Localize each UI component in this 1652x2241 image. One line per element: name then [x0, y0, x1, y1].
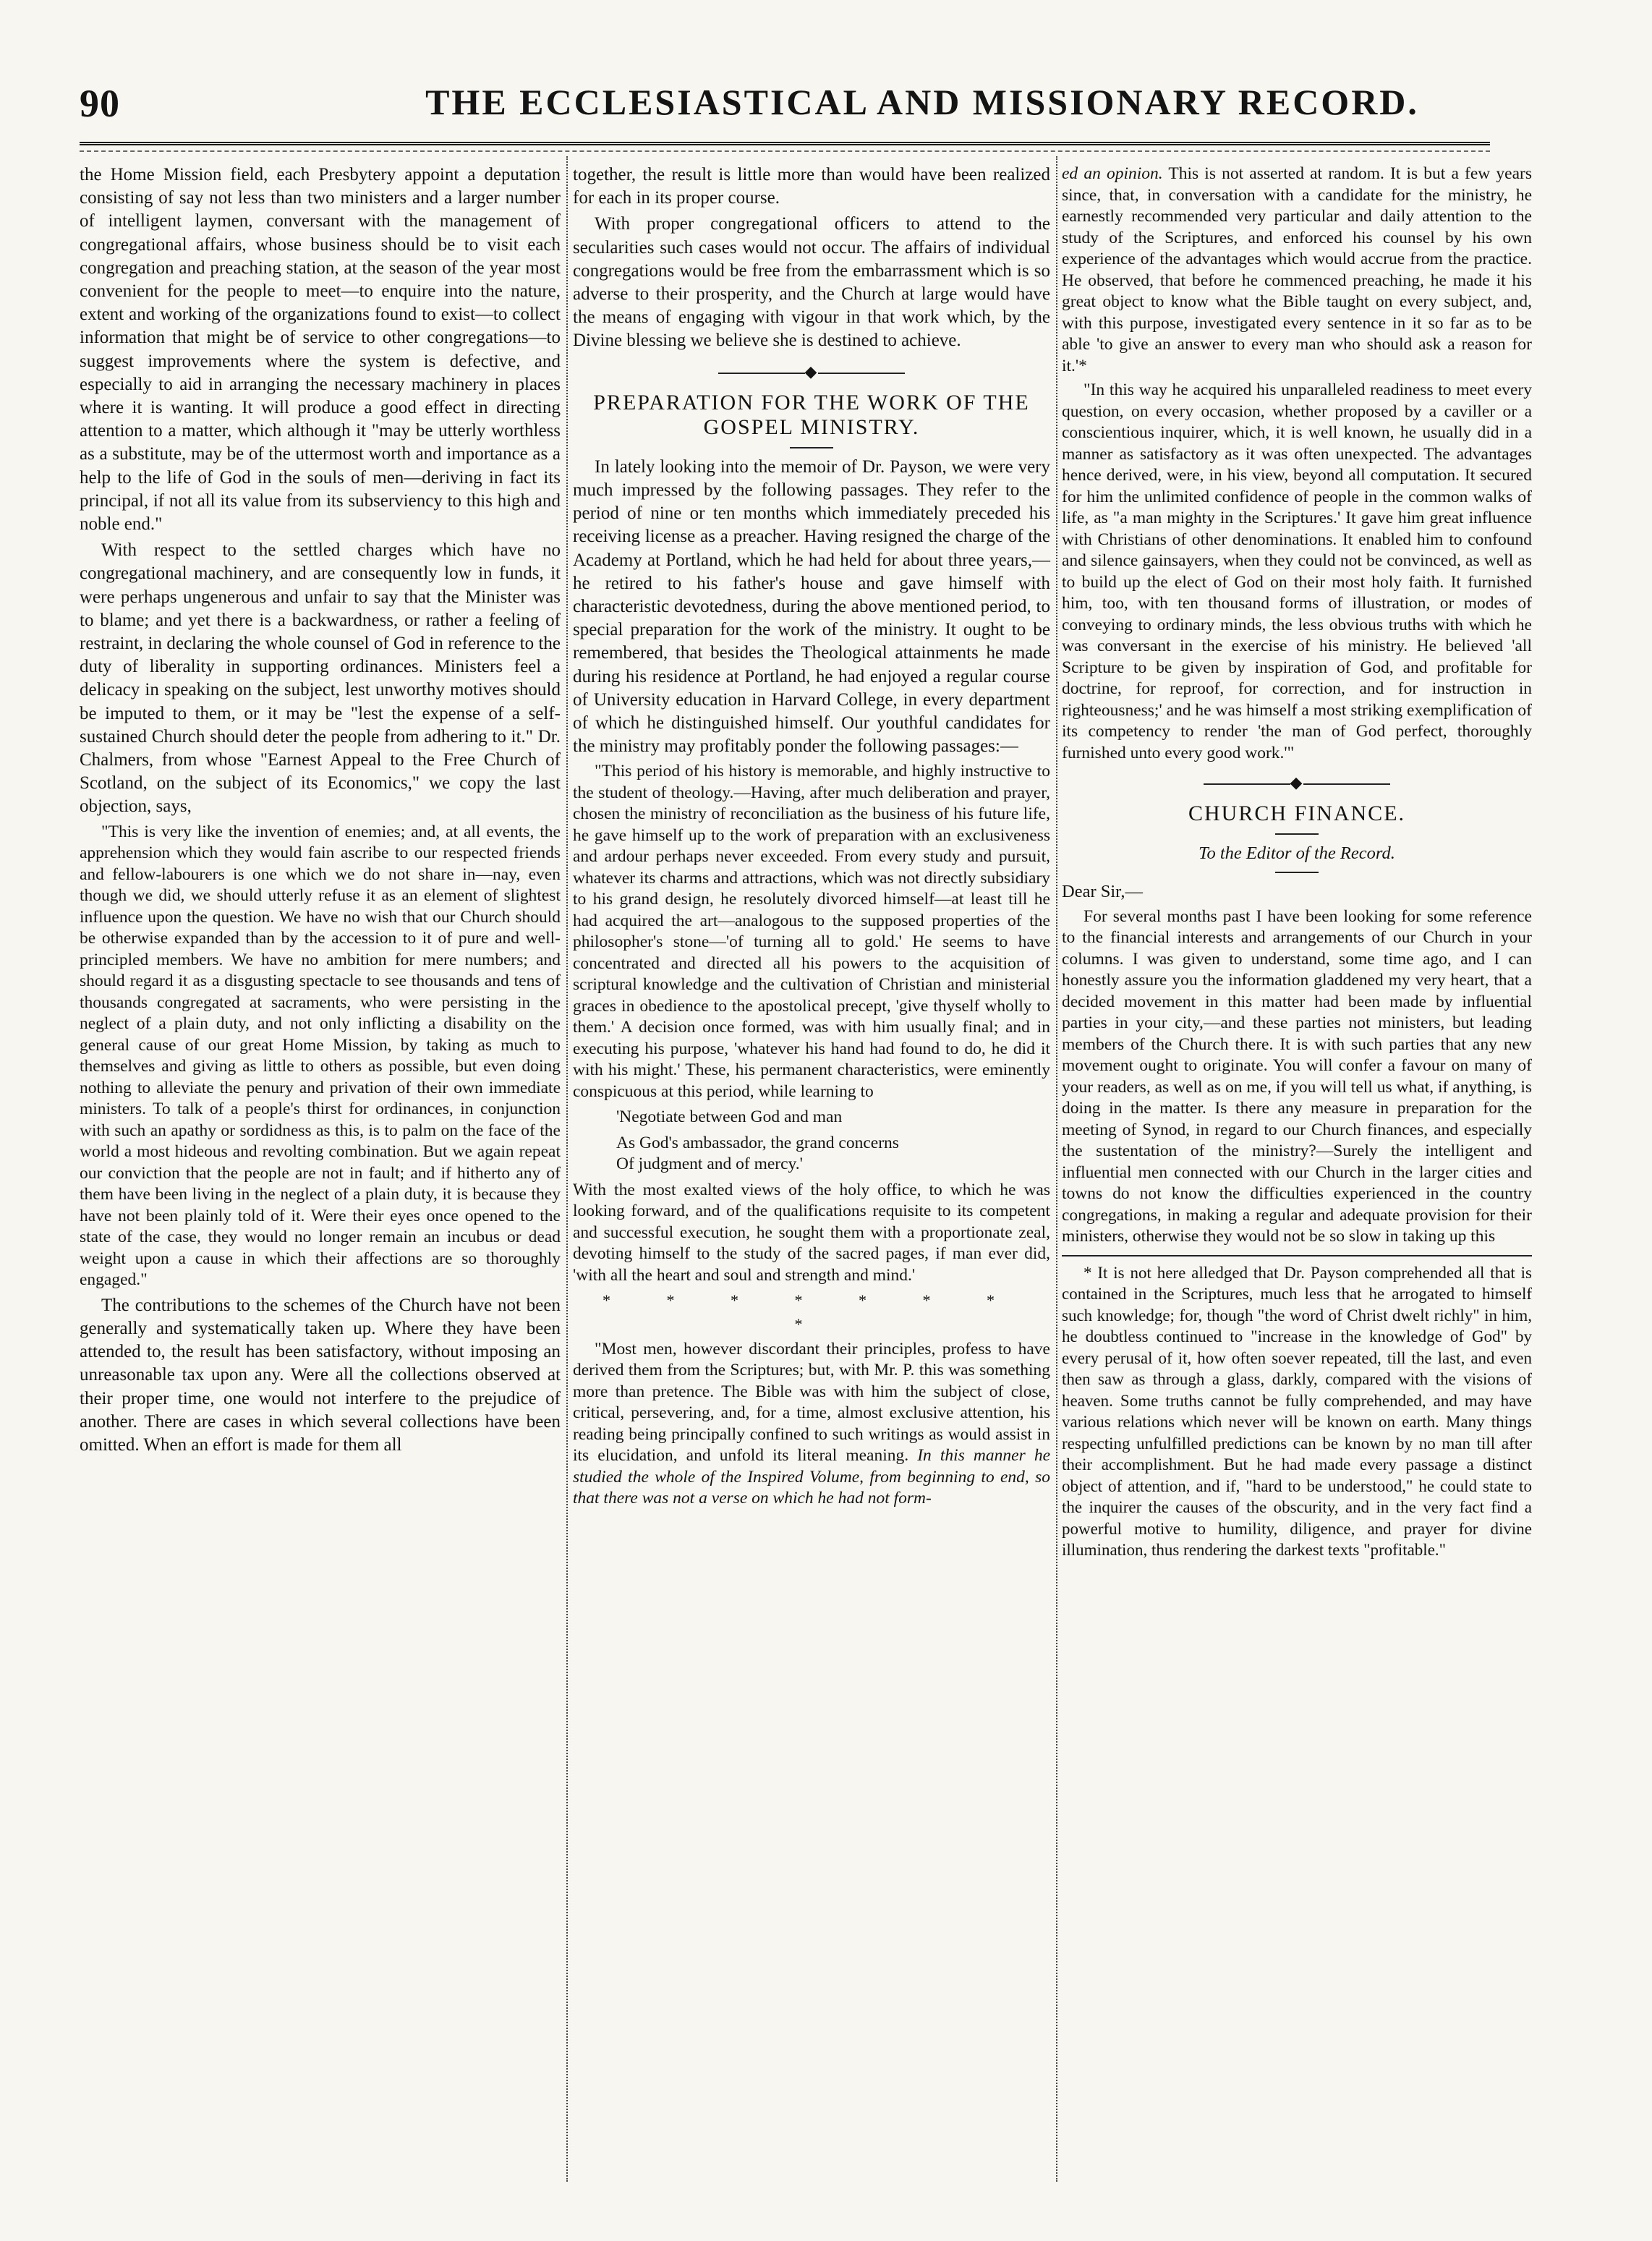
heading-rule — [1275, 833, 1319, 835]
footnote: * It is not here alledged that Dr. Payson comprehended all that is contained in the Scriptures, much less that he arrogated to himself such knowledge; for, though "the word of Christ dwelt richly" in him, he doubtless continued to "increase in the knowledge of God" by every perusal of it, how often soever repeated, till the last, and even then saw as through a glass, darkly, compared with the visions of heaven. Some truths cannot be fully comprehended, and may have various relations which never will be known on earth. Many things respecting unfulfilled predictions can be known by no man till after their accomplishment. But he had made every passage a distinct object of attention, and if, "hard to be understood," he could state to the inquirer the causes of the obscurity, and in the very fact find a powerful motive to humility, diligence, and prayer for divine illumination, thus rendering the darkest texts "profitable." — [1062, 1263, 1532, 1560]
article-heading: PREPARATION FOR THE WORK OF THE GOSPEL MINISTRY. — [593, 390, 1030, 439]
heading-rule — [790, 447, 833, 448]
verse-line: 'Negotiate between God and man — [616, 1107, 843, 1127]
verse-line: As God's ambassador, the grand concerns — [616, 1133, 899, 1152]
paragraph: the Home Mission field, each Presbytery appoint a deputation consisting of say not less than two ministers and a larger number of intelligent laymen, conversant with the management of congregational affairs, whose business should be to visit each congregation and preaching station, at the season of the year most convenient for the people to meet—to enquire into the nature, extent and working of the organizations found to exist—to collect information that might be of service to other congregations—to suggest improvements where the system is defective, and especially to aid in arranging the necessary machinery in places where it is wanting. It will produce a good effect in directing attention to a matter, which although it "may be utterly worthless as a substitute, may be of the uttermost worth and importance as a help to the life of God in the souls of men—deriving in fact its principal, if not all its value from its subserviency to this high and noble end." — [80, 165, 561, 535]
column-1 — [80, 163, 561, 1460]
paragraph: together, the result is little more than would have been realized for each in its proper course. — [573, 165, 1050, 208]
asterism: * * * * * * * * — [603, 1291, 1021, 1333]
paragraph: With respect to the settled charges which have no congregational machinery, and are consequently low in funds, it were perhaps ungenerous and unfair to say that the Minister was to blame; and yet there is a backwardness, or rather a feeling of restraint, in declaring the whole counsel of God in reference to the duty of liberality in supporting ordinances. Ministers feel a delicacy in speaking on the subject, lest unworthy motives should be imputed to them, or it may be "lest the expense of a self-sustained Church should deter the people from adhering to it." Dr. Chalmers, from whose "Earnest Appeal to the Free Church of Scotland, on the subject of its Economics," we copy the last objection, says, — [80, 540, 561, 817]
letter-body: For several months past I have been looking for some reference to the financial interests and arrangements of our Church in your columns. I was given to understand, some time ago, and I can honestly assure you the information gladdened my very heart, that a decided movement in this matter had been made by influential parties in your city,—and these parties not ministers, but leading members of the Church there. It is with such parties that any new movement ought to originate. You will confer a favour on many of your readers, as well as on me, if you will tell us what, if anything, is doing in the matter. Is there any measure in preparation for the meeting of Synod, in regard to our Church finances, and especially the sustentation of the ministry?—Surely the intelligent and influential men connected with our Church in the larger cities and towns do not know the difficulties experienced in the country congregations, in making a regular and adequate provision for their ministers, otherwise they would not be so slow in taking up this — [1062, 906, 1532, 1246]
quotation — [1062, 163, 1532, 377]
article-heading: CHURCH FINANCE. — [1188, 801, 1406, 825]
column-3 — [1062, 163, 1532, 1564]
masthead — [80, 81, 1490, 139]
quotation: With the most exalted views of the holy office, to which he was looking forward, and of the qualifications requisite to its competent and successful execution, he sought them with a proportionate zeal, devoting himself to the study of the sacred pages, if man ever did, 'with all the heart and soul and strength and mind.' — [573, 1180, 1050, 1285]
verse-line: Of judgment and of mercy.' — [616, 1154, 803, 1174]
footnote-rule — [1062, 1255, 1532, 1256]
column-2 — [573, 163, 1050, 1513]
quote-text: This is not asserted at random. It is but a few years since, that, in conversation with a candidate for the ministry, he earnestly recommended very particular and daily attention to the study of the Scriptures, and enforced his counsel by his own experience of the advantages which would accrue from the practice. He observed, that before he commenced preaching, he made it his great object to know what the Bible taught on every subject, and, with this purpose, investigated every sentence in it so far as to be able 'to give an answer to every man who should ask a reason for it.'* — [1062, 164, 1532, 375]
article-subheading: To the Editor of the Record. — [1198, 843, 1395, 863]
quotation — [573, 1339, 1050, 1510]
paragraph: With proper congregational officers to attend to the secularities such cases would not occur. The affairs of individual congregations would be free from the embarrassment which is so adverse to their prosperity, and the Church at large would have the means of engaging with vigour in that work which, by the Divine blessing we believe she is destined to achieve. — [573, 214, 1050, 351]
quote-italic: In this manner he studied the whole of the Inspired Volume, from beginning to end, so that there was not a verse on which he had not form- — [573, 1446, 1050, 1508]
publication-title: THE ECCLESIASTICAL AND MISSIONARY RECORD. — [425, 82, 1419, 122]
column-divider — [566, 156, 568, 2182]
column-divider — [1056, 156, 1057, 2182]
paragraph: In lately looking into the memoir of Dr. Payson, we were very much impressed by the following passages. They refer to the period of nine or ten months which immediately preceded his receiving license as a preacher. Having resigned the charge of the Academy at Portland, which he had held for about three years,—he retired to his father's house and gave himself with characteristic devotedness, during the above mentioned period, to special preparation for the work of the ministry. It ought to be remembered, that besides the Theological attainments he made during his residence at Portland, he had enjoyed a regular course of University education in Harvard College, in every department of which he distinguished himself. Our youthful candidates for the ministry may profitably ponder the following passages:— — [573, 456, 1050, 757]
paragraph: The contributions to the schemes of the Church have not been generally and systematically taken up. Where they have been attended to, the result has been satisfactory, without imposing an unreasonable tax upon any. Were all the collections observed at their proper time, one would not interfere to the prejudice of another. There are cases in which several collections have been omitted. When an effort is made for them all — [80, 1295, 561, 1455]
header-rule — [80, 142, 1490, 145]
quote-italic: ed an opinion. — [1062, 164, 1163, 183]
salutation: Dear Sir,— — [1062, 882, 1143, 902]
quotation: "This is very like the invention of enemies; and, at all events, the apprehension which they would fain ascribe to our respected friends and fellow-labourers is one which we do not share in—nay, even though we did, we should utterly refuse it as an element of slightest influence upon the question. We have no wish that our Church should be otherwise expanded than by the accession to it of pure and well-principled members. We have no ambition for mere numbers; and should regard it as a disgusting spectacle to see thousands and tens of thousands congregated at sacraments, who were persisting in the neglect of a plain duty, and not only inflicting a disability on the general cause of our great Home Mission, by taking as much to themselves and giving as little to others as possible, but even doing nothing to alleviate the penury and privation of their own immediate ministers. To talk of a people's thirst for ordinances, in conjunction with such an apathy or sordidness as this, is to palm on the face of the world a most hideous and revolting combination. But we again repeat our conviction that the people are not in fault; and if hitherto any of them have been living in the neglect of a plain duty, it is because they have not been plainly told of it. Were their eyes once opened to the state of the case, they would no longer remain an incubus or dead weight upon a cause in which their affections are so thoroughly engaged." — [80, 822, 561, 1290]
header-rule-dashed — [80, 150, 1490, 152]
section-ornament: ◆ — [573, 360, 1050, 383]
quotation: "In this way he acquired his unparalleled readiness to meet every question, on every occasion, whether proposed by a caviller or a conscientious inquirer, which, it is well known, he usually did in a manner as satisfactory as it was often unexpected. The advantages hence derived, were, in his view, beyond all computation. It secured for him the unlimited confidence of people in the common walks of life, as "a man mighty in the Scriptures.' It gave him great influence with Christians of other denominations. It enabled him to confound and silence gainsayers, when they could not be convinced, as well as to build up the elect of God on their most holy faith. It furnished him, too, with ten thousand forms of illustration, or modes of conveying to ordinary minds, the less obvious truths with which he was conversant in the exercise of his ministry. He believed 'all Scripture to be given by inspiration of God, and profitable for doctrine, for reproof, for correction, and for instruction in righteousness;' and he was himself a most striking exemplification of its competency to render 'the man of God perfect, thoroughly furnished unto every good work.'" — [1062, 380, 1532, 762]
quote-text: "Most men, however discordant their principles, profess to have derived them from the Scriptures; but, with Mr. P. this was something more than pretence. The Bible was with him the subject of close, critical, persevering, and, for a time, almost exclusive attention, his reading being principally confined to such writings as would assist in its elucidation, and unfold its literal meaning. — [573, 1339, 1050, 1466]
section-ornament: ◆ — [1062, 771, 1532, 794]
page-number: 90 — [80, 82, 120, 125]
quotation: "This period of his history is memorable, and highly instructive to the student of theology.—Having, after much deliberation and prayer, chosen the ministry of reconciliation as the business of his future life, he gave himself up to the work of preparation with an exclusiveness and ardour perhaps never exceeded. From every study and pursuit, whatever its charms and attractions, which was not directly subsidiary to his grand design, he resolutely divorced himself—at least till he had acquired the art—analogous to the supposed properties of the philosopher's stone—'of turning all to gold.' He seems to have concentrated and directed all his powers to the acquisition of scriptural knowledge and the cultivation of Christian and ministerial graces in obedience to the apostolical precept, 'give thyself wholly to them.' A decision once formed, was with him usually final; and in executing his purpose, 'whatever his hand had found to do, he did it with his might.' These, his permanent characteristics, were eminently conspicuous at this period, while learning to — [573, 762, 1050, 1101]
heading-rule — [1275, 872, 1319, 873]
